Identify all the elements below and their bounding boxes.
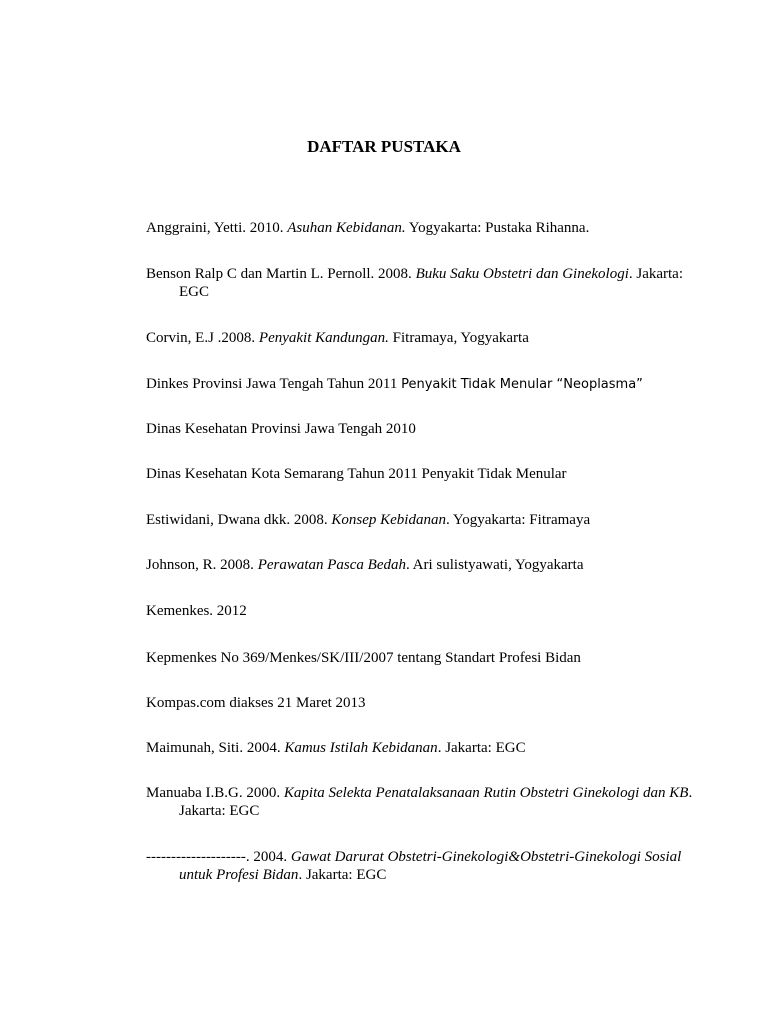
reference-item: Estiwidani, Dwana dkk. 2008. Konsep Kebidanan. Yogyakarta: Fitramaya: [146, 512, 591, 528]
reference-item: Kompas.com diakses 21 Maret 2013: [146, 695, 366, 711]
reference-item: Corvin, E.J .2008. Penyakit Kandungan. Fitramaya, Yogyakarta: [146, 330, 529, 346]
reference-item: Johnson, R. 2008. Perawatan Pasca Bedah. Ari sulistyawati, Yogyakarta: [146, 557, 584, 573]
reference-item: Kepmenkes No 369/Menkes/SK/III/2007 tentang Standart Profesi Bidan: [146, 650, 581, 666]
reference-item: Anggraini, Yetti. 2010. Asuhan Kebidanan. Yogyakarta: Pustaka Rihanna.: [146, 220, 590, 236]
reference-item: Dinkes Provinsi Jawa Tengah Tahun 2011 Penyakit Tidak Menular “Neoplasma”: [146, 376, 643, 392]
reference-item: Kemenkes. 2012: [146, 603, 247, 619]
reference-item: Manuaba I.B.G. 2000. Kapita Selekta Penatalaksanaan Rutin Obstetri Ginekologi dan KB. Jakarta: EGC: [146, 785, 693, 819]
reference-item: --------------------. 2004. Gawat Darurat Obstetri-Ginekologi&Obstetri-Ginekologi Sosial untuk Profesi Bidan. Jakarta: EGC: [146, 849, 682, 883]
reference-item: Benson Ralp C dan Martin L. Pernoll. 2008. Buku Saku Obstetri dan Ginekologi. Jakarta: EGC: [146, 266, 683, 300]
page-title: DAFTAR PUSTAKA: [307, 137, 461, 156]
reference-item: Dinas Kesehatan Kota Semarang Tahun 2011 Penyakit Tidak Menular: [146, 466, 567, 482]
reference-item: Dinas Kesehatan Provinsi Jawa Tengah 2010: [146, 421, 416, 437]
reference-item: Maimunah, Siti. 2004. Kamus Istilah Kebidanan. Jakarta: EGC: [146, 740, 526, 756]
